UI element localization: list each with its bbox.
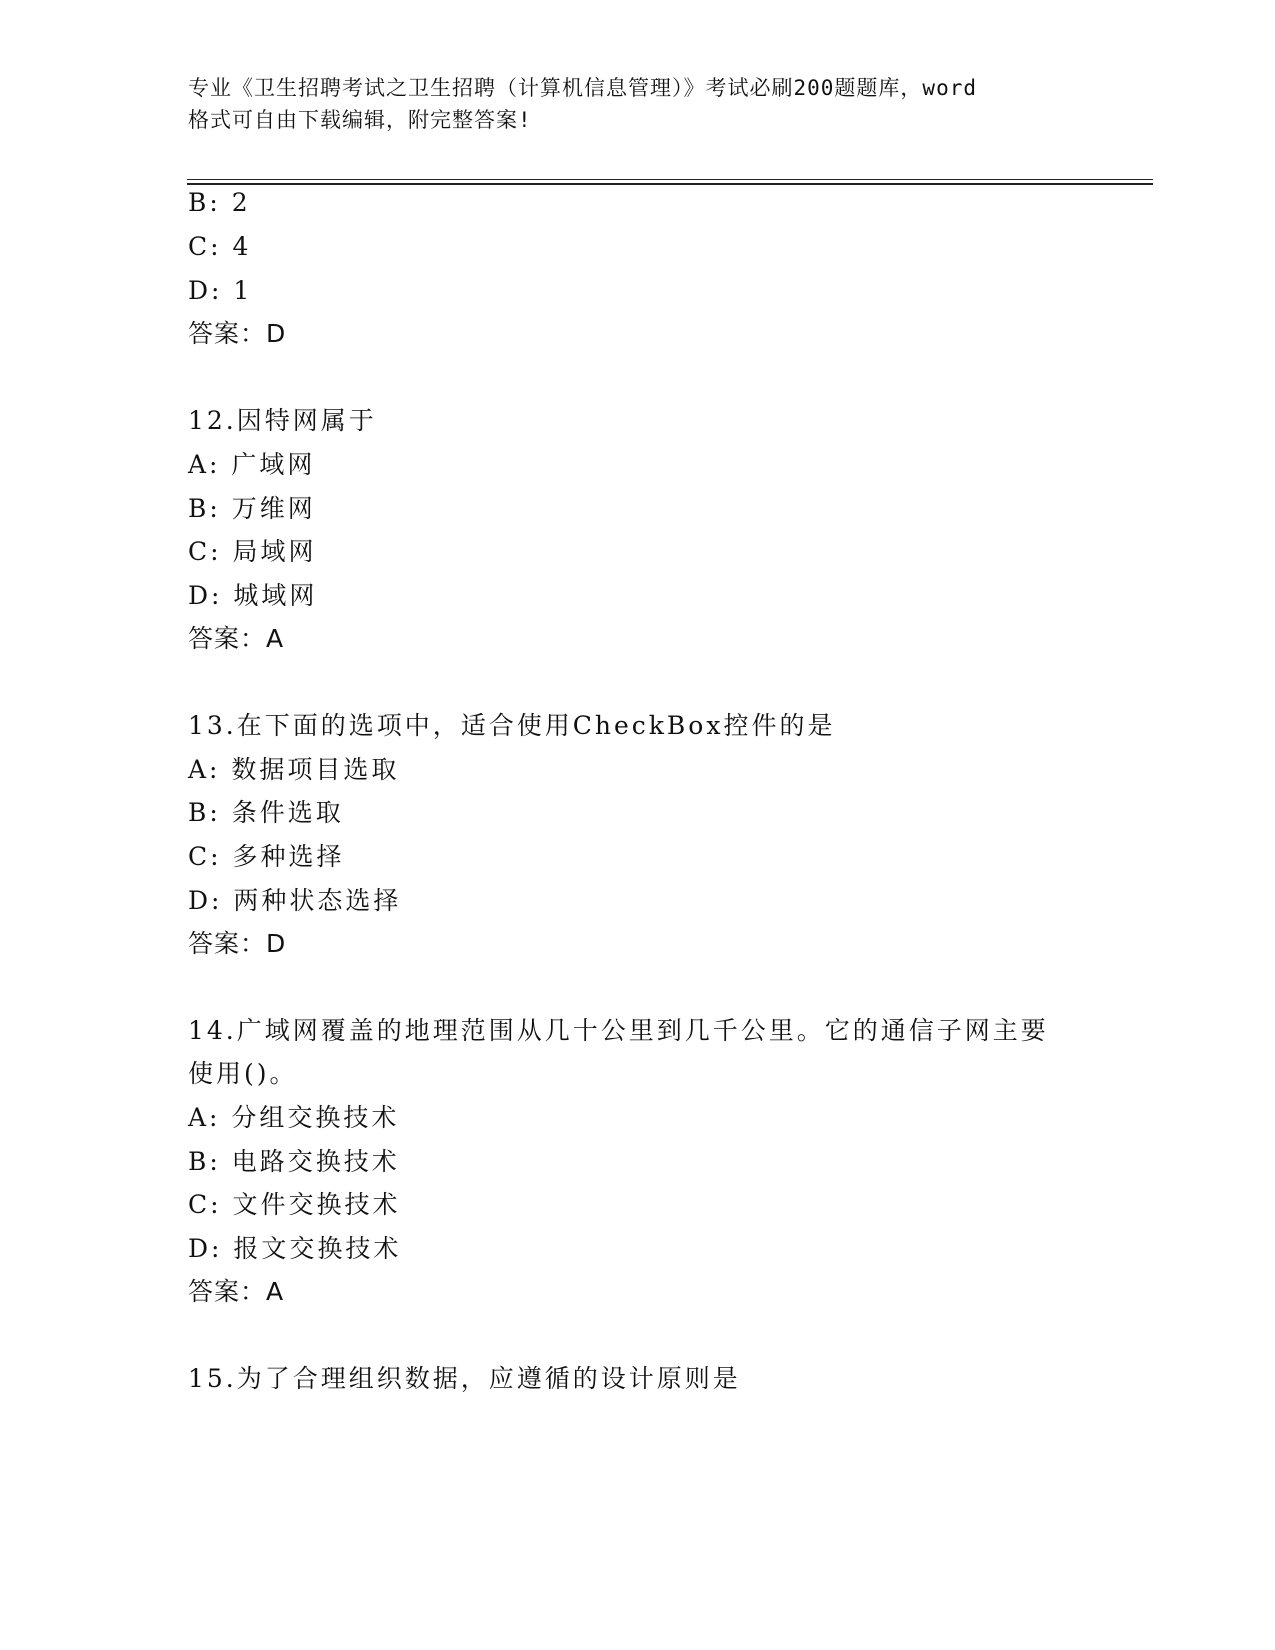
header-divider-bottom [187,183,1153,185]
question-13-answer: 答案：D [188,929,287,958]
question-14-option-c: C: 文件交换技术 [188,1190,401,1219]
question-13-option-b: B: 条件选取 [188,798,344,827]
question-14-answer: 答案：A [188,1277,285,1306]
question-12-option-c: C: 局域网 [188,537,317,566]
question-14-option-a: A: 分组交换技术 [188,1103,400,1132]
question-12-option-d: D: 城域网 [188,581,318,610]
question-13-option-a: A: 数据项目选取 [188,755,400,784]
header-title-line-2: 格式可自由下载编辑，附完整答案! [188,108,532,132]
question-12-answer: 答案：A [188,624,285,653]
header-title-line-1: 专业《卫生招聘考试之卫生招聘（计算机信息管理）》考试必刷200题题库，word [188,76,977,100]
question-13-option-c: C: 多种选择 [188,842,345,871]
question-14-option-d: D: 报文交换技术 [188,1234,402,1263]
question-15-text: 15.为了合理组织数据，应遵循的设计原则是 [188,1364,741,1393]
document-header [188,72,1088,136]
question-14-text-line-2: 使用()。 [188,1059,298,1088]
option-d: D: 1 [188,276,253,305]
question-14-text-line-1: 14.广域网覆盖的地理范围从几十公里到几千公里。它的通信子网主要 [188,1016,1049,1045]
question-13-option-d: D: 两种状态选择 [188,886,402,915]
option-b: B: 2 [188,188,251,217]
question-12-option-b: B: 万维网 [188,494,316,523]
question-12-option-a: A: 广域网 [188,450,316,479]
question-12-text: 12.因特网属于 [188,406,377,435]
header-divider-top [187,179,1153,180]
option-c: C: 4 [188,232,252,261]
question-14-option-b: B: 电路交换技术 [188,1147,400,1176]
answer-label: 答案：D [188,319,287,348]
question-13-text: 13.在下面的选项中，适合使用CheckBox控件的是 [188,711,836,740]
